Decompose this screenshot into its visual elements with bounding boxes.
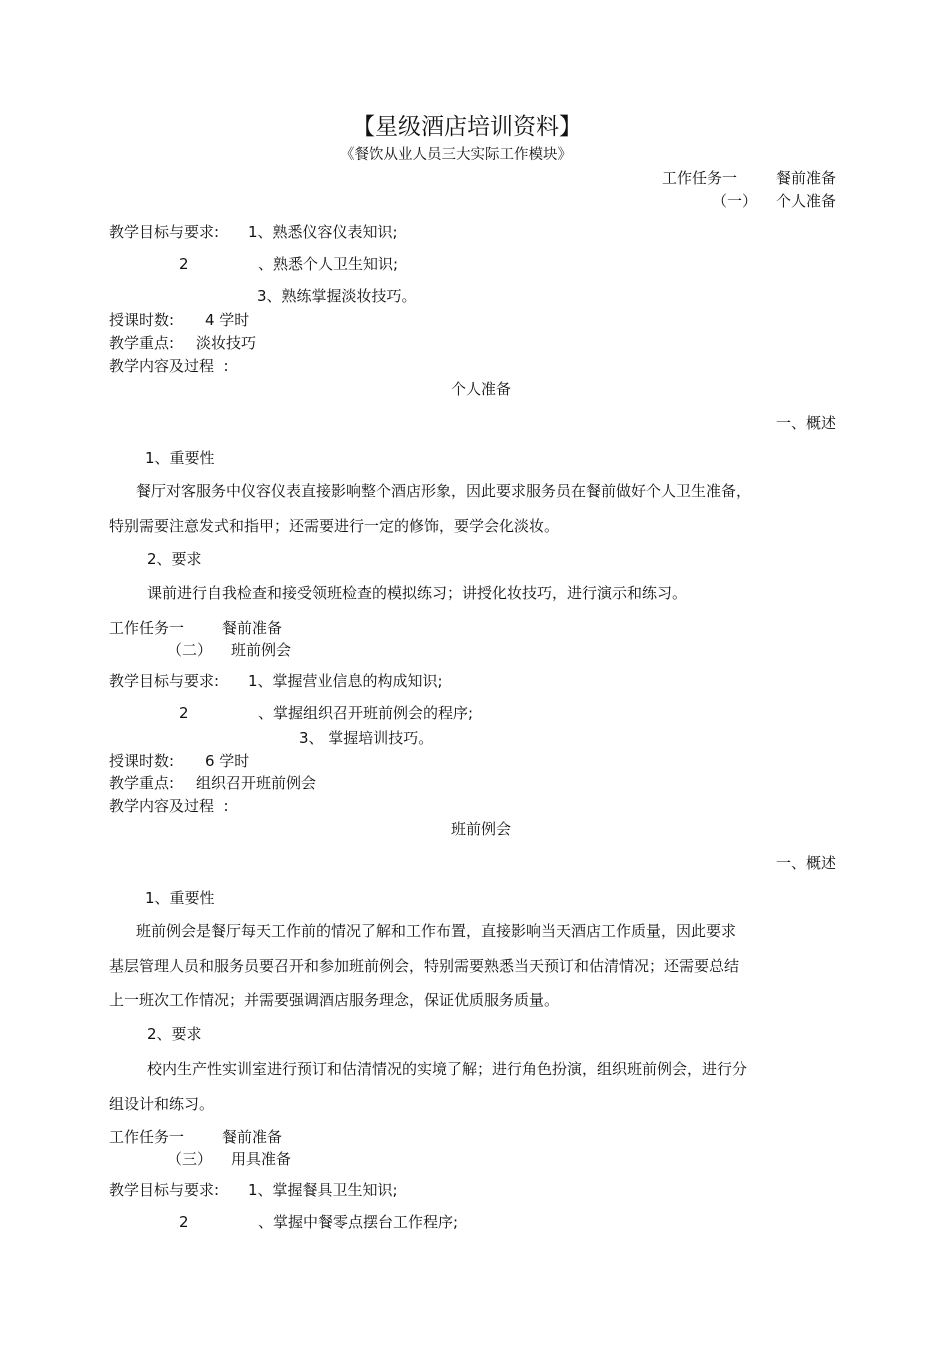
content-label: 教学内容及过程 : (109, 357, 229, 375)
goal-label: 教学目标与要求: (109, 223, 220, 241)
goal-label: 教学目标与要求: (109, 672, 220, 690)
goal-item: 3、熟练掌握淡妆技巧。 (257, 287, 417, 305)
focus-label: 教学重点: (109, 334, 175, 352)
requirement-heading: 2、要求 (147, 1025, 202, 1043)
goal-number: 2 (179, 255, 189, 273)
goal-label: 教学目标与要求: (109, 1181, 220, 1199)
goal-item: 1、掌握餐具卫生知识; (248, 1181, 398, 1199)
goal-item: 1、掌握营业信息的构成知识; (248, 672, 443, 690)
hours-label: 授课时数: (109, 311, 175, 329)
focus-value: 组织召开班前例会 (196, 774, 317, 792)
subtask-number: （三） (167, 1150, 213, 1168)
overview-heading: 一、概述 (776, 854, 837, 872)
importance-heading: 1、重要性 (145, 889, 215, 907)
section-heading: 个人准备 (451, 380, 512, 398)
goal-item: 1、熟悉仪容仪表知识; (248, 223, 398, 241)
task-label: 工作任务一 (109, 619, 185, 637)
task-name: 餐前准备 (222, 1128, 283, 1146)
task-name: 餐前准备 (776, 169, 837, 187)
paragraph-line: 餐厅对客服务中仪容仪表直接影响整个酒店形象，因此要求服务员在餐前做好个人卫生准备， (136, 482, 752, 500)
paragraph-line: 组设计和练习。 (109, 1095, 215, 1113)
goal-item: 3、 掌握培训技巧。 (299, 729, 434, 747)
goal-item: 、掌握中餐零点摆台工作程序; (258, 1213, 459, 1231)
hours-value: 4 学时 (205, 311, 250, 329)
document-subtitle: 《餐饮从业人员三大实际工作模块》 (340, 147, 572, 163)
requirement-heading: 2、要求 (147, 550, 202, 568)
content-label: 教学内容及过程 : (109, 797, 229, 815)
subtask-name: 个人准备 (776, 192, 837, 210)
task-name: 餐前准备 (222, 619, 283, 637)
focus-value: 淡妆技巧 (196, 334, 257, 352)
document-title: 【星级酒店培训资料】 (352, 114, 582, 140)
task-label: 工作任务一 (662, 169, 738, 187)
task-label: 工作任务一 (109, 1128, 185, 1146)
goal-number: 2 (179, 704, 189, 722)
paragraph-line: 班前例会是餐厅每天工作前的情况了解和工作布置，直接影响当天酒店工作质量，因此要求 (136, 922, 737, 940)
paragraph-line: 上一班次工作情况；并需要强调酒店服务理念，保证优质服务质量。 (109, 991, 560, 1009)
paragraph-line: 校内生产性实训室进行预订和估清情况的实境了解；进行角色扮演，组织班前例会，进行分 (147, 1060, 748, 1078)
overview-heading: 一、概述 (776, 414, 837, 432)
paragraph-line: 基层管理人员和服务员要召开和参加班前例会，特别需要熟悉当天预订和估清情况；还需要总结 (109, 957, 740, 975)
subtask-name: 班前例会 (231, 641, 292, 659)
paragraph-line: 特别需要注意发式和指甲；还需要进行一定的修饰，要学会化淡妆。 (109, 517, 560, 535)
subtask-number: （一） (712, 192, 758, 210)
goal-item: 、掌握组织召开班前例会的程序; (258, 704, 474, 722)
hours-label: 授课时数: (109, 752, 175, 770)
goal-item: 、熟悉个人卫生知识; (258, 255, 399, 273)
importance-heading: 1、重要性 (145, 449, 215, 467)
subtask-number: （二） (167, 641, 213, 659)
subtask-name: 用具准备 (231, 1150, 292, 1168)
hours-value: 6 学时 (205, 752, 250, 770)
focus-label: 教学重点: (109, 774, 175, 792)
section-heading: 班前例会 (451, 820, 512, 838)
goal-number: 2 (179, 1213, 189, 1231)
paragraph-line: 课前进行自我检查和接受领班检查的模拟练习；讲授化妆技巧，进行演示和练习。 (147, 584, 688, 602)
